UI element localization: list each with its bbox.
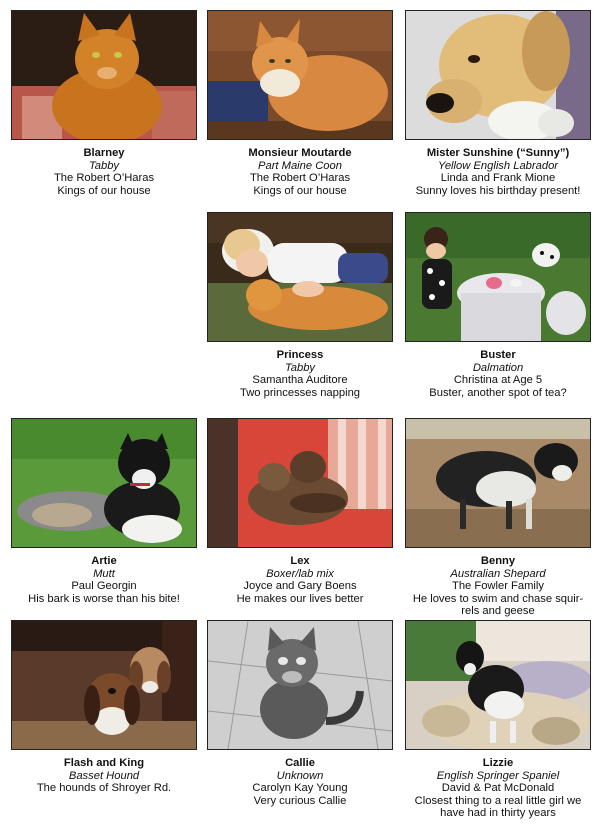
- pet-breed: Tabby: [88, 159, 120, 172]
- pet-owner: Paul Georgin: [71, 580, 137, 593]
- pet-caption: Buster, another spot of tea?: [429, 386, 567, 399]
- pet-card-buster: [405, 212, 591, 399]
- basset-hounds-photo: [11, 620, 197, 750]
- pet-owner: The Robert O’Haras: [53, 172, 155, 185]
- pet-caption: He loves to swim and chase squir- rels and geese: [412, 592, 584, 618]
- orange-maine-coon-photo: [207, 10, 393, 140]
- pet-owner: Linda and Frank Mione: [440, 172, 556, 185]
- pet-name: Mister Sunshine (“Sunny”): [426, 147, 570, 159]
- pet-caption: He makes our lives better: [236, 592, 364, 605]
- pet-name: Lizzie: [482, 757, 514, 769]
- pet-caption: Kings of our house: [57, 184, 151, 197]
- pet-name: Princess: [276, 349, 324, 361]
- pet-card-lizzie: [405, 620, 591, 820]
- pet-breed: Mutt: [93, 567, 115, 580]
- brindle-puppy-on-couch-photo: [207, 418, 393, 548]
- pet-caption: His bark is worse than his bite!: [28, 592, 180, 605]
- pet-breed: English Springer Spaniel: [436, 769, 560, 782]
- pet-owner: Christina at Age 5: [453, 374, 543, 387]
- pet-card-sunny: [405, 10, 591, 197]
- pet-card-moutarde: [207, 10, 393, 197]
- orange-tabby-cat-photo: [11, 10, 197, 140]
- wet-dog-photo: [405, 418, 591, 548]
- pet-caption: Sunny loves his birthday present!: [415, 184, 581, 197]
- pet-card-artie: [11, 418, 197, 605]
- pet-caption: Closest thing to a real little girl we have had in thirty years: [414, 794, 582, 820]
- pet-name: Buster: [480, 349, 516, 361]
- yellow-labrador-photo: [405, 10, 591, 140]
- pet-card-blarney: [11, 10, 197, 197]
- pet-caption: Kings of our house: [253, 184, 347, 197]
- pet-owner: David & Pat McDonald: [441, 782, 555, 795]
- springer-spaniel-photo: [405, 620, 591, 750]
- tea-party-dog-photo: [405, 212, 591, 342]
- pet-card-princess: [207, 212, 393, 399]
- pet-breed: Unknown: [276, 769, 324, 782]
- pet-owner: The hounds of Shroyer Rd.: [36, 782, 172, 795]
- pet-caption: Two princesses napping: [239, 386, 361, 399]
- pet-name: Flash and King: [63, 757, 145, 769]
- pet-owner: The Robert O’Haras: [249, 172, 351, 185]
- black-dog-on-grass-photo: [11, 418, 197, 548]
- pet-card-lex: [207, 418, 393, 605]
- gray-tabby-cat-photo: [207, 620, 393, 750]
- girl-with-cat-photo: [207, 212, 393, 342]
- pet-name: Artie: [91, 555, 117, 567]
- pet-card-benny: [405, 418, 591, 618]
- pet-owner: Joyce and Gary Boens: [243, 580, 357, 593]
- pet-breed: Part Maine Coon: [258, 159, 342, 172]
- pet-name: Callie: [285, 757, 315, 769]
- pet-breed: Dalmation: [472, 361, 524, 374]
- pet-card-callie: [207, 620, 393, 807]
- pet-breed: Yellow English Labrador: [437, 159, 559, 172]
- pet-card-flash-and-king: [11, 620, 197, 795]
- pet-name: Monsieur Moutarde: [248, 147, 352, 159]
- pet-owner: Carolyn Kay Young: [252, 782, 348, 795]
- pet-breed: Australian Shepard: [450, 567, 546, 580]
- pet-name: Benny: [480, 555, 516, 567]
- pet-breed: Tabby: [284, 361, 316, 374]
- pet-breed: Basset Hound: [68, 769, 140, 782]
- pet-owner: The Fowler Family: [451, 580, 544, 593]
- pet-breed: Boxer/lab mix: [266, 567, 334, 580]
- pet-name: Blarney: [83, 147, 125, 159]
- pet-owner: Samantha Auditore: [252, 374, 348, 387]
- pet-caption: Very curious Callie: [253, 794, 347, 807]
- pet-name: Lex: [290, 555, 310, 567]
